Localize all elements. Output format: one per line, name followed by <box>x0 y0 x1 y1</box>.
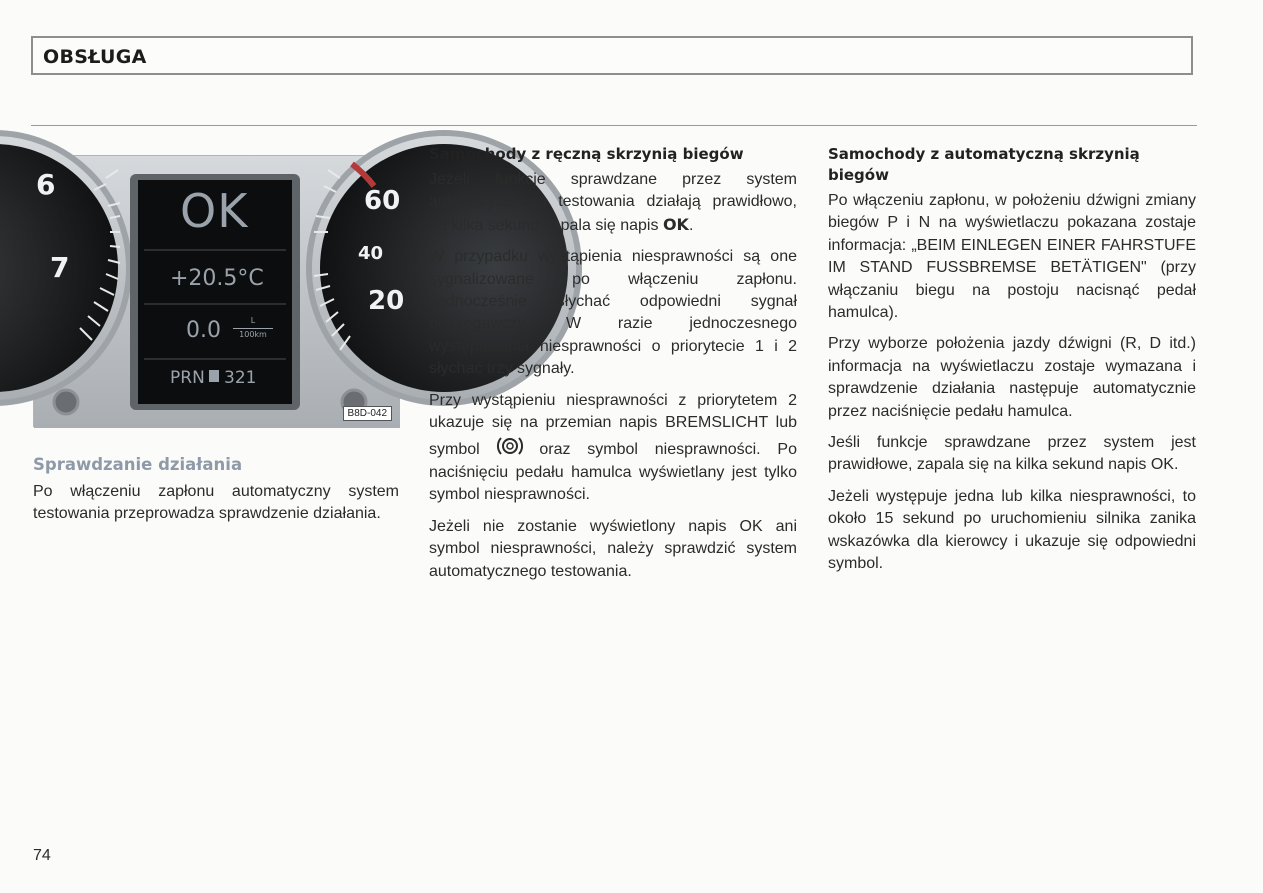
left-paragraph: Po włączeniu zapłonu automatyczny system testowania przeprowadza sprawdzenie działania. <box>33 483 399 523</box>
page-number: 74 <box>33 847 51 864</box>
right-column <box>828 144 1196 585</box>
right-paragraph-1: Po włączeniu zapłonu, w położeniu dźwigni zmiany biegów P i N na wyświetlaczu pokazana zostaje informacja: „BEIM EINLEGEN EINER FAHRSTUFE IM STAND FUSSBREMSE BETÄTIGEN" (przy włączaniu biegu na postoju nacisnąć pedał hamulca). <box>828 192 1196 322</box>
middle-heading: Samochody z ręczną skrzynią biegów <box>429 145 744 163</box>
dial-label-20: 20 <box>368 286 405 316</box>
dial-label-7: 7 <box>50 251 70 284</box>
brake-light-icon <box>497 434 523 458</box>
middle-p3-a: Przy wystąpieniu niesprawności z priorytetem 2 ukazuje się na przemian napis BREMSLICHT lub symbol <box>429 391 797 459</box>
middle-paragraph-2: W przypadku wystąpienia niesprawności są one sygnalizowane po włączeniu zapłonu. Jednocześnie słychać odpowiedni sygnał ostrzegawczy. W razie jednoczesnego występowania niesprawności o priorytecie 1 i 2 słychać trzy sygnały. <box>429 248 797 378</box>
lcd-unit-top: L <box>250 316 256 325</box>
middle-paragraph-3 <box>429 390 797 507</box>
lcd-gear-left: PRN <box>170 368 205 388</box>
dial-label-40: 40 <box>358 243 384 264</box>
figure-label: B8D-042 <box>343 406 392 421</box>
lcd-unit-bottom: 100km <box>239 330 267 339</box>
right-heading: Samochody z automatyczną skrzynią biegów <box>828 145 1140 184</box>
middle-column <box>429 144 797 592</box>
lcd-temperature: +20.5°C <box>170 266 264 291</box>
dial-label-60: 60 <box>364 186 401 216</box>
middle-p1-text: Jeżeli funkcje sprawdzane przez system automatycznego testowania działają prawidłowo, na kilka sekund zapala się napis <box>429 171 797 234</box>
section-title: OBSŁUGA <box>43 46 147 68</box>
right-paragraph-4: Jeżeli występuje jedna lub kilka niesprawności, to około 15 sekund po uruchomieniu silnika zanika wskazówka dla kierowcy i ukazuje się odpowiedni symbol. <box>828 487 1196 573</box>
lcd-gear-right: 321 <box>224 368 257 388</box>
right-paragraph-2: Przy wyborze położenia jazdy dźwigni (R, D itd.) informacja na wyświetlaczu zostaje wymazana i sprawdzenie działania następuje automatycznie przez naciśnięcie pedału hamulca. <box>828 335 1196 420</box>
instrument-cluster-figure <box>33 155 405 427</box>
middle-paragraph-1 <box>429 169 797 237</box>
middle-paragraph-4: Jeżeli nie zostanie wyświetlony napis OK ani symbol niesprawności, należy sprawdzić system automatycznego testowania. <box>429 517 797 580</box>
divider <box>31 125 1197 126</box>
right-paragraph-3: Jeśli funkcje sprawdzane przez system jest prawidłowe, zapala się na kilka sekund napis OK. <box>828 434 1196 474</box>
middle-p1-bold: OK <box>662 214 689 234</box>
left-heading: Sprawdzanie działania <box>33 455 243 474</box>
lcd-unit-fraction-line <box>233 328 273 329</box>
lcd-ok-text: OK <box>180 184 249 238</box>
middle-p1-end: . <box>688 216 694 234</box>
lcd-consumption: 0.0 <box>186 318 221 343</box>
dial-label-6: 6 <box>36 168 56 201</box>
middle-p3-b: oraz symbol niesprawności. Po naciśnięciu pedału hamulca wyświetlany jest tylko symbol niesprawności. <box>429 441 797 504</box>
section-header <box>31 36 1193 75</box>
